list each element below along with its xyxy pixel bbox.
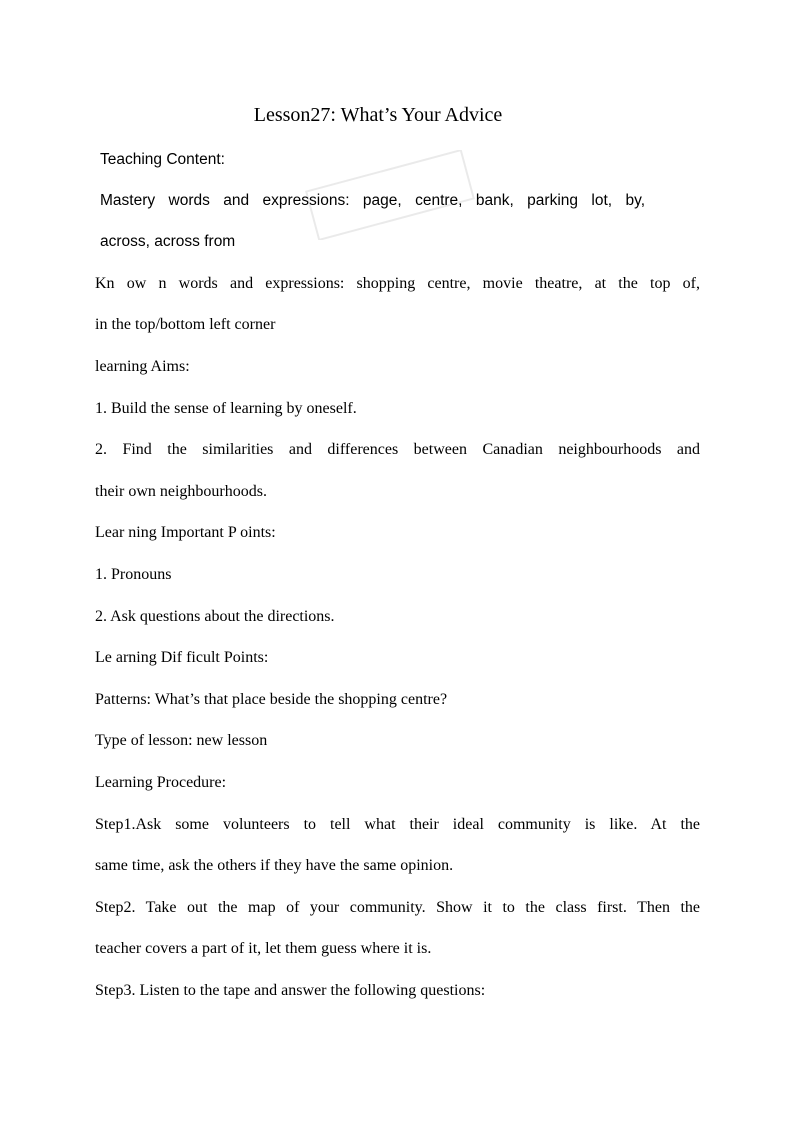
- step2-line-1: Step2. Take out the map of your community. Show it to the class first. Then the: [95, 899, 700, 916]
- lesson-title: Lesson27: What’s Your Advice: [253, 104, 503, 126]
- teaching-content-heading: Teaching Content:: [100, 151, 225, 168]
- procedure-heading: Learning Procedure:: [95, 774, 227, 791]
- patterns-line: Patterns: What’s that place beside the shopping centre?: [95, 691, 448, 708]
- important-points-heading: Lear ning Important P oints:: [95, 524, 276, 541]
- aim-item-2-line-1: 2. Find the similarities and differences between Canadian neighbourhoods and: [95, 441, 700, 458]
- aim-item-2-line-2: their own neighbourhoods.: [95, 483, 267, 500]
- step1-line-2: same time, ask the others if they have the same opinion.: [95, 857, 454, 874]
- important-point-1: 1. Pronouns: [95, 566, 172, 583]
- learning-aims-heading: learning Aims:: [95, 358, 190, 375]
- known-words-line-1: Kn ow n words and expressions: shopping centre, movie theatre, at the top of,: [95, 275, 700, 292]
- difficult-points-heading: Le arning Dif ficult Points:: [95, 649, 269, 666]
- known-words-line-2: in the top/bottom left corner: [95, 316, 276, 333]
- important-point-2: 2. Ask questions about the directions.: [95, 608, 335, 625]
- step3-line: Step3. Listen to the tape and answer the following questions:: [95, 982, 486, 999]
- mastery-words-line-1: Mastery words and expressions: page, centre, bank, parking lot, by,: [100, 192, 645, 209]
- step1-line-1: Step1.Ask some volunteers to tell what their ideal community is like. At the: [95, 816, 700, 833]
- aim-item-1: 1. Build the sense of learning by oneself.: [95, 400, 357, 417]
- lesson-type-line: Type of lesson: new lesson: [95, 732, 268, 749]
- step2-line-2: teacher covers a part of it, let them guess where it is.: [95, 940, 432, 957]
- mastery-words-line-2: across, across from: [100, 233, 236, 250]
